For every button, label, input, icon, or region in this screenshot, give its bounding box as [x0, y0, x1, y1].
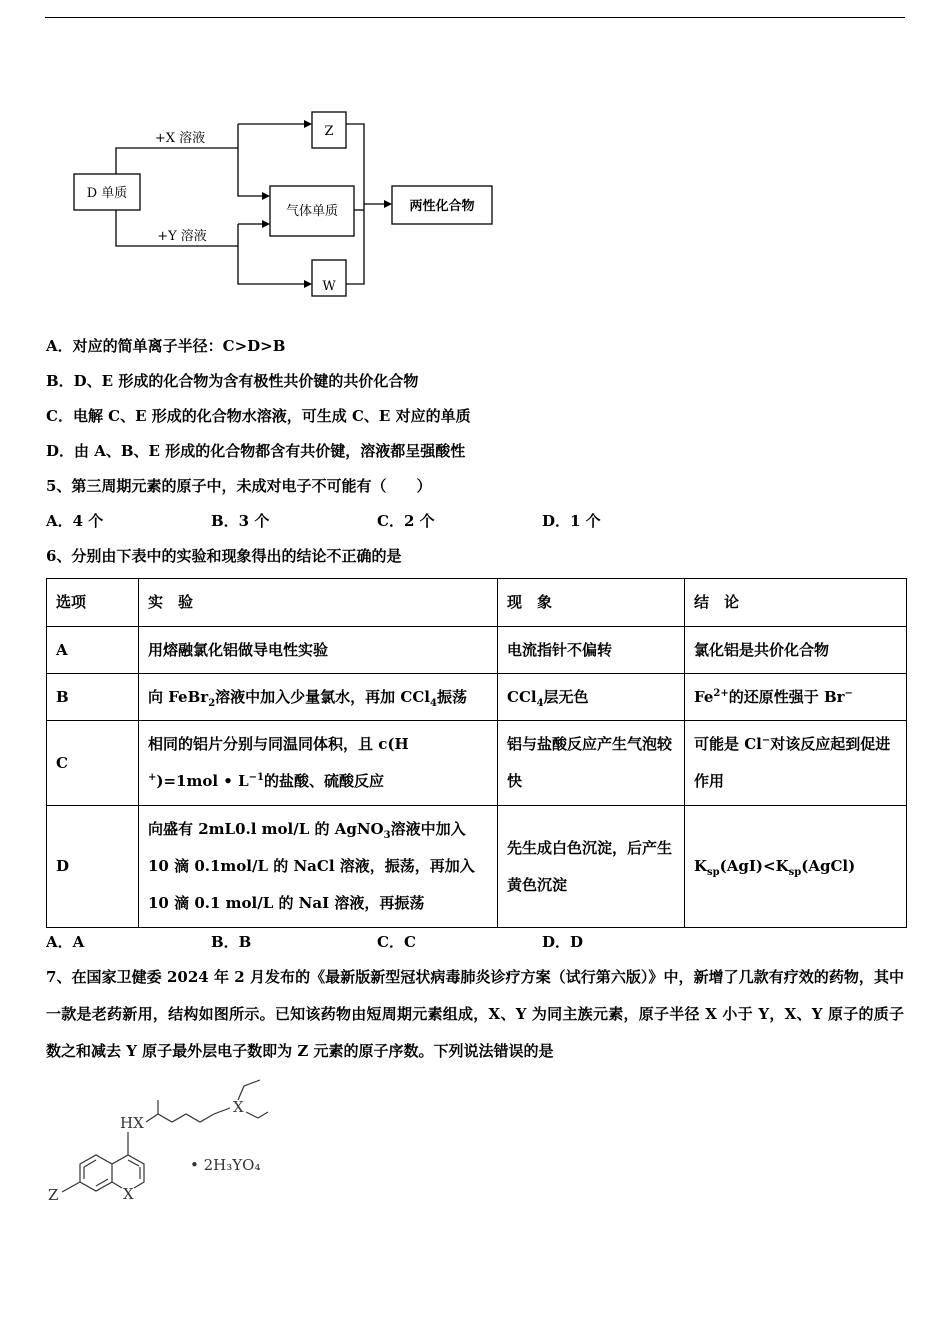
header-phenomenon: 现 象	[498, 579, 685, 627]
header-experiment: 实 验	[139, 579, 498, 627]
q6-option-d: D．D	[542, 933, 584, 951]
table-row	[47, 627, 907, 674]
label-w: W	[322, 279, 336, 294]
label-d: D 单质	[86, 186, 128, 201]
header-conclusion: 结 论	[685, 579, 907, 627]
row-phenomenon: 电流指针不偏转	[498, 627, 685, 674]
table-header-row	[47, 579, 907, 627]
row-conclusion: $K_{sp}(AgI)<K_{sp}(AgCl)$	[685, 806, 907, 928]
row-experiment: 向 FeBr$_2$溶液中加入少量氯水，再加 CCl$_4$振荡	[139, 674, 498, 721]
row-experiment: 相同的铝片分别与同温同体积，且 c(H +)=1mol • $L^{-1}$的盐酸、硫酸反应	[139, 721, 498, 806]
table-row	[47, 674, 907, 721]
label-z: Z	[324, 124, 334, 139]
row-label: A	[47, 627, 139, 674]
q4-option-c: C．电解 C、E 形成的化合物水溶液，可生成 C、E 对应的单质	[46, 407, 471, 425]
row-conclusion: $Fe^{2+}$的还原性强于 Br−	[685, 674, 907, 721]
molecule-structure	[40, 1070, 280, 1220]
x-chain-label: X	[233, 1098, 244, 1116]
x-ring-label: X	[123, 1185, 134, 1203]
label-x-reagent: +X 溶液	[154, 131, 206, 146]
table-row	[47, 806, 907, 928]
q7-stem: 7、在国家卫健委 2024 年 2 月发布的《最新版新型冠状病毒肺炎诊疗方案（试行第六版）》中，新增了几款有疗效的药物，其中一款是老药新用，结构如图所示。已知该药物由短周期元素组成，X、Y 为同主族元素，原子半径 X 小于 Y，X、Y 原子的质子数之和减去 Y 原子最外层电子数即为 Z 元素的原子序数。下列说法错误的是	[46, 968, 904, 1060]
salt-label: • 2H₃YO₄	[190, 1156, 261, 1174]
label-gas: 气体单质	[285, 204, 339, 219]
row-experiment: 用熔融氯化铝做导电性实验	[139, 627, 498, 674]
q5-option-a: A．4 个	[46, 512, 104, 530]
label-result: 两性化合物	[409, 199, 475, 214]
row-experiment: 向盛有 2mL0.l mol/L 的 AgNO$_3$溶液中加入 10 滴 0.1mol/L 的 NaCl 溶液，振荡，再加入 10 滴 0.1 mol/L 的 NaI 溶液，再振荡	[139, 806, 498, 928]
header-option: 选项	[47, 579, 139, 627]
q6-stem: 6、分别由下表中的实验和现象得出的结论不正确的是	[46, 547, 402, 565]
row-label: C	[47, 721, 139, 806]
q6-option-b: B．B	[211, 933, 252, 951]
q5-option-c: C．2 个	[377, 512, 435, 530]
experiment-table	[46, 578, 907, 928]
row-conclusion: 可能是 Cl−对该反应起到促进作用	[685, 721, 907, 806]
q5-option-b: B．3 个	[211, 512, 270, 530]
q4-option-d: D．由 A、B、E 形成的化合物都含有共价键，溶液都呈强酸性	[46, 442, 466, 460]
z-label: Z	[48, 1186, 59, 1204]
label-y-reagent: +Y 溶液	[157, 229, 207, 244]
hx-label: HX	[120, 1114, 144, 1132]
q5-option-d: D．1 个	[542, 512, 601, 530]
row-label: B	[47, 674, 139, 721]
row-label: D	[47, 806, 139, 928]
header-rule	[45, 17, 905, 18]
q6-option-a: A．A	[46, 933, 85, 951]
row-phenomenon: 先生成白色沉淀，后产生黄色沉淀	[498, 806, 685, 928]
q6-option-c: C．C	[377, 933, 416, 951]
row-conclusion: 氯化铝是共价化合物	[685, 627, 907, 674]
q5-stem: 5、第三周期元素的原子中，未成对电子不可能有（ ）	[46, 477, 432, 495]
q4-option-a: A．对应的简单离子半径：C>D>B	[46, 337, 286, 355]
row-phenomenon: 铝与盐酸反应产生气泡较快	[498, 721, 685, 806]
table-row	[47, 721, 907, 806]
row-phenomenon: CCl$_4$层无色	[498, 674, 685, 721]
q4-option-b: B．D、E 形成的化合物为含有极性共价键的共价化合物	[46, 372, 419, 390]
reaction-flowchart	[60, 100, 510, 310]
